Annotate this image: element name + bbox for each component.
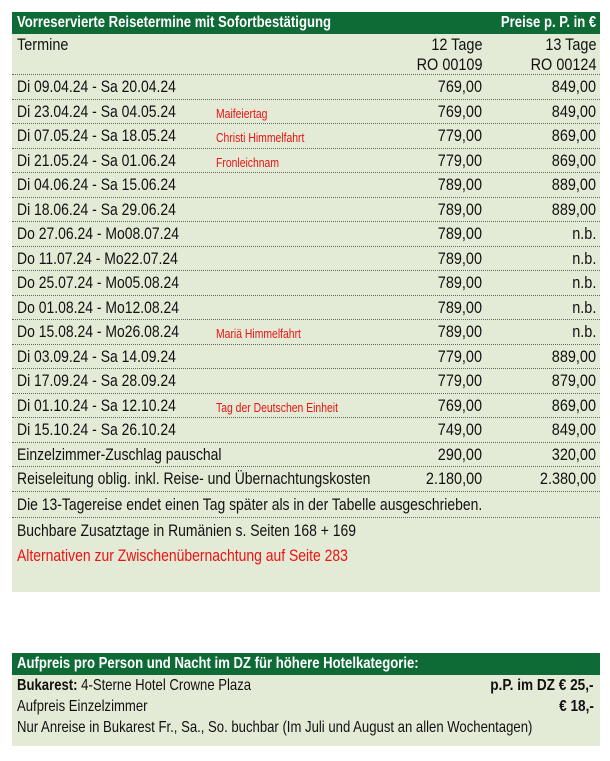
price-12-tage: 789,00 bbox=[437, 322, 482, 341]
date-range: Reiseleitung oblig. inkl. Reise- und Übernachtungskosten bbox=[17, 469, 371, 488]
arrival-note: Nur Anreise in Bukarest Fr., Sa., So. buchbar (Im Juli und August an allen Wochentagen) bbox=[17, 719, 533, 736]
price-12-tage: 769,00 bbox=[437, 77, 482, 96]
arrival-note-row bbox=[12, 717, 600, 738]
table-row bbox=[12, 443, 600, 468]
table-row bbox=[12, 149, 600, 174]
table-row bbox=[12, 124, 600, 149]
price-13-tage: 849,00 bbox=[551, 101, 596, 121]
price-12-tage: 769,00 bbox=[437, 395, 482, 415]
price-13-tage: 889,00 bbox=[551, 199, 596, 219]
price-12-tage: 779,00 bbox=[437, 126, 482, 145]
date-range: Di 18.06.24 - Sa 29.06.24 bbox=[17, 199, 176, 219]
price-12-tage: 2.180,00 bbox=[425, 469, 482, 488]
holiday-label: Tag der Deutschen Einheit bbox=[216, 399, 338, 415]
price-12-tage: 290,00 bbox=[437, 444, 482, 464]
single-row bbox=[12, 696, 600, 717]
table-row bbox=[12, 247, 600, 272]
col-12-tage: 12 Tage RO 00109 bbox=[416, 35, 482, 74]
single-price: € 18,- bbox=[559, 698, 594, 715]
price-12-tage: 789,00 bbox=[437, 224, 482, 243]
price-13-tage: 2.380,00 bbox=[539, 469, 596, 488]
price-13-tage: n.b. bbox=[571, 248, 596, 268]
table-row bbox=[12, 345, 600, 370]
price-13-tage: 869,00 bbox=[551, 395, 596, 415]
note-alternativen: Alternativen zur Zwischenübernachtung auf Seite 283 bbox=[17, 545, 348, 565]
table-row bbox=[12, 296, 600, 321]
table-row bbox=[12, 394, 600, 419]
table-header bbox=[12, 12, 600, 34]
table-row bbox=[12, 173, 600, 198]
date-range: Di 01.10.24 - Sa 12.10.24 bbox=[17, 395, 176, 415]
date-range: Di 17.09.24 - Sa 28.09.24 bbox=[17, 371, 176, 390]
price-12-tage: 789,00 bbox=[437, 175, 482, 194]
price-13-tage: 320,00 bbox=[551, 444, 596, 464]
date-range: Einzelzimmer-Zuschlag pauschal bbox=[17, 444, 222, 464]
holiday-label: Maifeiertag bbox=[216, 105, 268, 121]
date-range: Do 27.06.24 - Mo08.07.24 bbox=[17, 224, 179, 243]
note-zusatztage: Buchbare Zusatztage in Rumänien s. Seiten 168 + 169 bbox=[17, 520, 357, 540]
date-range: Di 23.04.24 - Sa 04.05.24 bbox=[17, 101, 176, 121]
date-range: Di 04.06.24 - Sa 15.06.24 bbox=[17, 175, 176, 194]
table-row bbox=[12, 198, 600, 223]
note-13-tage: Die 13-Tagereise endet einen Tag später als in der Tabelle ausgeschrieben. bbox=[12, 492, 600, 518]
price-12-tage: 769,00 bbox=[437, 101, 482, 121]
price-13-tage: 869,00 bbox=[551, 150, 596, 170]
col-13-tage: 13 Tage RO 00124 bbox=[530, 35, 596, 74]
holiday-label: Mariä Himmelfahrt bbox=[216, 326, 301, 341]
table-row bbox=[12, 418, 600, 443]
price-12-tage: 789,00 bbox=[437, 199, 482, 219]
price-13-tage: n.b. bbox=[571, 224, 596, 243]
table-row bbox=[12, 467, 600, 492]
date-range: Do 01.08.24 - Mo12.08.24 bbox=[17, 297, 179, 317]
city-label: Bukarest: bbox=[17, 677, 78, 694]
date-rows bbox=[12, 75, 600, 492]
price-13-tage: n.b. bbox=[571, 297, 596, 317]
column-headers bbox=[12, 34, 600, 75]
price-12-tage: 779,00 bbox=[437, 346, 482, 366]
price-13-tage: n.b. bbox=[571, 273, 596, 292]
date-range: Do 15.08.24 - Mo26.08.24 bbox=[17, 322, 179, 341]
price-13-tage: 889,00 bbox=[551, 175, 596, 194]
upgrade-header bbox=[12, 653, 600, 675]
table-row bbox=[12, 100, 600, 125]
price-12-tage: 779,00 bbox=[437, 150, 482, 170]
table-row bbox=[12, 222, 600, 247]
holiday-label: Christi Himmelfahrt bbox=[216, 130, 305, 145]
hotel-row bbox=[12, 675, 600, 696]
price-note: Preise p. P. in € bbox=[500, 14, 596, 31]
travel-dates-table bbox=[12, 12, 600, 592]
price-12-tage: 789,00 bbox=[437, 297, 482, 317]
date-range: Di 07.05.24 - Sa 18.05.24 bbox=[17, 126, 176, 145]
price-12-tage: 779,00 bbox=[437, 371, 482, 390]
price-12-tage: 789,00 bbox=[437, 248, 482, 268]
date-range: Do 11.07.24 - Mo22.07.24 bbox=[17, 248, 178, 268]
hotel-price: p.P. im DZ € 25,- bbox=[490, 677, 594, 694]
date-range: Di 09.04.24 - Sa 20.04.24 bbox=[17, 77, 176, 96]
upgrade-title: Aufpreis pro Person und Nacht im DZ für höhere Hotelkategorie: bbox=[17, 655, 419, 672]
date-range: Di 21.05.24 - Sa 01.06.24 bbox=[17, 150, 176, 170]
hotel-upgrade-table bbox=[12, 653, 600, 746]
price-13-tage: n.b. bbox=[571, 322, 596, 341]
single-label: Aufpreis Einzelzimmer bbox=[17, 698, 148, 715]
date-range: Di 03.09.24 - Sa 14.09.24 bbox=[17, 346, 176, 366]
price-13-tage: 849,00 bbox=[551, 77, 596, 96]
table-row bbox=[12, 75, 600, 100]
date-range: Di 15.10.24 - Sa 26.10.24 bbox=[17, 420, 176, 439]
hotel-name: 4-Sterne Hotel Crowne Plaza bbox=[77, 677, 252, 694]
price-13-tage: 849,00 bbox=[551, 420, 596, 439]
price-13-tage: 879,00 bbox=[551, 371, 596, 390]
price-12-tage: 789,00 bbox=[437, 273, 482, 292]
table-row bbox=[12, 369, 600, 394]
col-termine: Termine bbox=[17, 35, 69, 54]
price-13-tage: 869,00 bbox=[551, 126, 596, 145]
price-12-tage: 749,00 bbox=[437, 420, 482, 439]
table-title: Vorreservierte Reisetermine mit Sofortbestätigung bbox=[17, 14, 331, 31]
price-13-tage: 889,00 bbox=[551, 346, 596, 366]
table-row bbox=[12, 320, 600, 345]
date-range: Do 25.07.24 - Mo05.08.24 bbox=[17, 273, 179, 292]
table-row bbox=[12, 271, 600, 296]
holiday-label: Fronleichnam bbox=[216, 154, 280, 170]
